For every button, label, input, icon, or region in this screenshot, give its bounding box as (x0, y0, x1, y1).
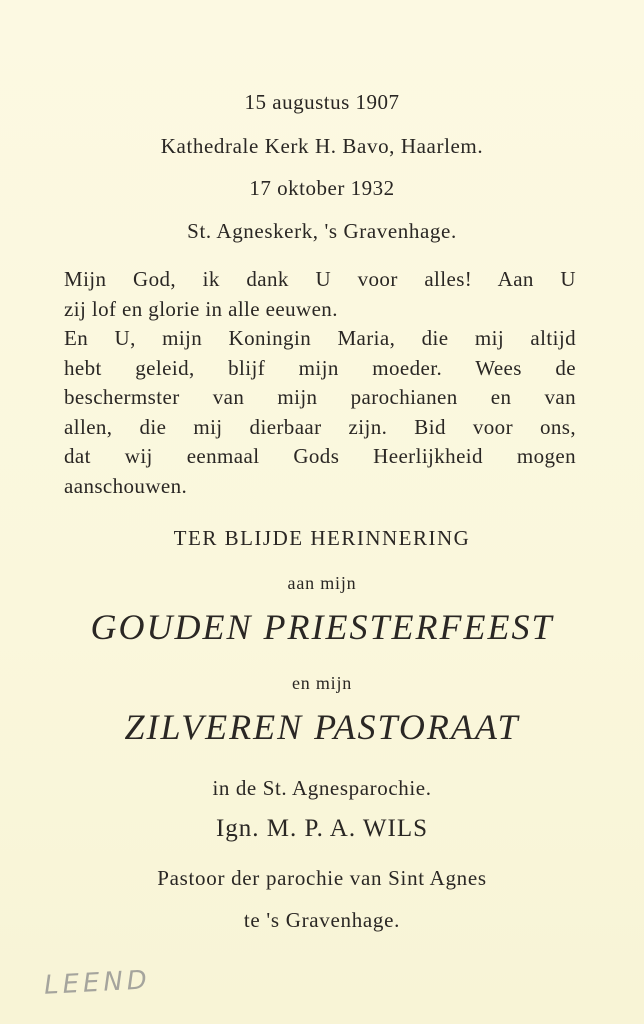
aan-mijn-text: aan mijn (287, 573, 357, 593)
prayer-line: allen, die mij dierbaar zijn. Bid voor ons, (64, 414, 576, 439)
prayer-line: aanschouwen. (64, 473, 188, 498)
golden-feast-title: GOUDEN PRIESTERFEEST (90, 607, 554, 647)
prayer-line: hebt geleid, blijf mijn moeder. Wees de (64, 355, 576, 380)
pastor-place: te 's Gravenhage. (243, 908, 401, 932)
remembrance-heading: TER BLIJDE HERINNERING (173, 526, 471, 550)
prayer-line: Mijn God, ik dank U voor alles! Aan U (64, 267, 576, 291)
prayer-line: zij lof en glorie in alle eeuwen. (64, 296, 338, 321)
parish-line: in de St. Agnesparochie. (212, 776, 432, 800)
prayer-line: dat wij eenmaal Gods Heerlijkheid mogen (64, 444, 576, 468)
handwritten-note: LEEND (43, 965, 152, 1001)
pastorate-date: 17 oktober 1932 (249, 176, 395, 200)
ordination-date: 15 augustus 1907 (244, 90, 400, 114)
pastor-title: Pastoor der parochie van Sint Agnes (157, 866, 487, 890)
prayer-line: beschermster van mijn parochianen en van (64, 385, 576, 409)
en-mijn-text: en mijn (291, 673, 353, 693)
priest-name: Ign. M. P. A. WILS (215, 815, 428, 842)
prayer-text (64, 265, 576, 501)
silver-pastorate-title: ZILVEREN PASTORAAT (124, 707, 520, 747)
pastorate-church: St. Agneskerk, 's Gravenhage. (187, 219, 457, 243)
prayer-line: En U, mijn Koningin Maria, die mij altijd (64, 326, 576, 350)
ordination-church: Kathedrale Kerk H. Bavo, Haarlem. (160, 134, 484, 158)
